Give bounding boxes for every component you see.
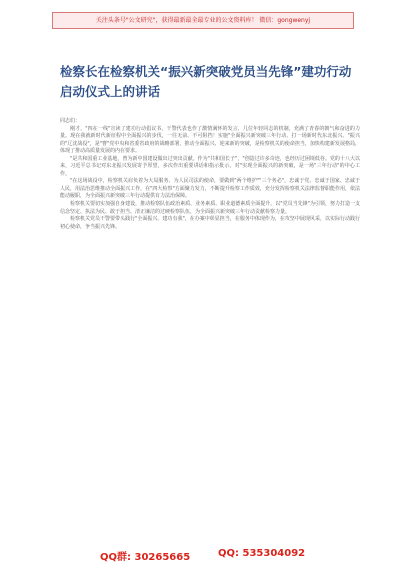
paragraph: 检察机关党员干警要带头践行"全面振兴、建功有我"，在办案中彰显担当，在服务中体现作为，在攻坚中展现风采，以实际行动践行初心使命，争当振兴先锋。 bbox=[60, 216, 360, 230]
paragraph: "是共和国重工业基地，曾为新中国建设做出过突出贡献。作为"共和国长子"，"创造过许多奇迹，也经历过困境低谷。党的十八大以来，习近平总书记对东北振兴发展寄予厚望，多次作出重要讲话和指示批示。对"实现全面振兴的新突破，是一场"三年行动"的中心工作。 bbox=[60, 155, 360, 177]
greeting: 同志们： bbox=[60, 118, 81, 124]
footer-contact bbox=[100, 548, 360, 562]
paragraph: 刚才，"四在一线"宣读了建功行动倡议书，干警代表也作了激情满怀的发言，几位年轻同志的机制，充满了青春的朝气和奋进的力量。现在我就新时代新征程中全面振兴的步伐，一往无前、不可阻挡！实施"全面振兴新突破三年行动、打一场新时代东北振兴、"振兴的"辽沈战役"，是"曹"党中央和省委省政府的战略部署，推动全面振兴、迎来新的突破，是检察机关的使命担当，加快构建新发展格局，体现了推动高质量发展的内在要求。 bbox=[60, 125, 360, 155]
qq-text: QQ: 535304092 bbox=[218, 548, 306, 559]
paragraph: "在这场战役中，检察机关肩负着为大局服务、为人民司法的使命，要做到"两个维护""三个务必"，忠诚于党、忠诚于国家、忠诚于人民，用法治思维推动全面振兴工作，在"四大检察"方面聚力发力，不断提升检察工作质效，充分发挥检察机关法律监督职能作用，依法能动履职，为全面振兴新突破三年行动提供有力法治保障。 bbox=[60, 178, 360, 200]
page-title: 检察长在检察机关“振兴新突破党员当先锋”建功行动启动仪式上的讲话 bbox=[60, 64, 352, 99]
top-banner: 关注头条号"公文研究"，获得最新最全最专业的公文资料库！ 微信：gongwenyj bbox=[52, 12, 354, 29]
paragraph: 检察机关要切实加强自身建设，推动检察队伍政治素质、业务素质、职业道德素质全面提升，以"党员当先锋"为引领，努力打造一支信念坚定、执法为民、敢于担当、清正廉洁的过硬检察队伍，为全面振兴新突破三年行动贡献检察力量。 bbox=[60, 201, 360, 215]
qq-group-text: QQ群: 30265665 bbox=[100, 552, 191, 563]
document-body bbox=[60, 118, 360, 231]
